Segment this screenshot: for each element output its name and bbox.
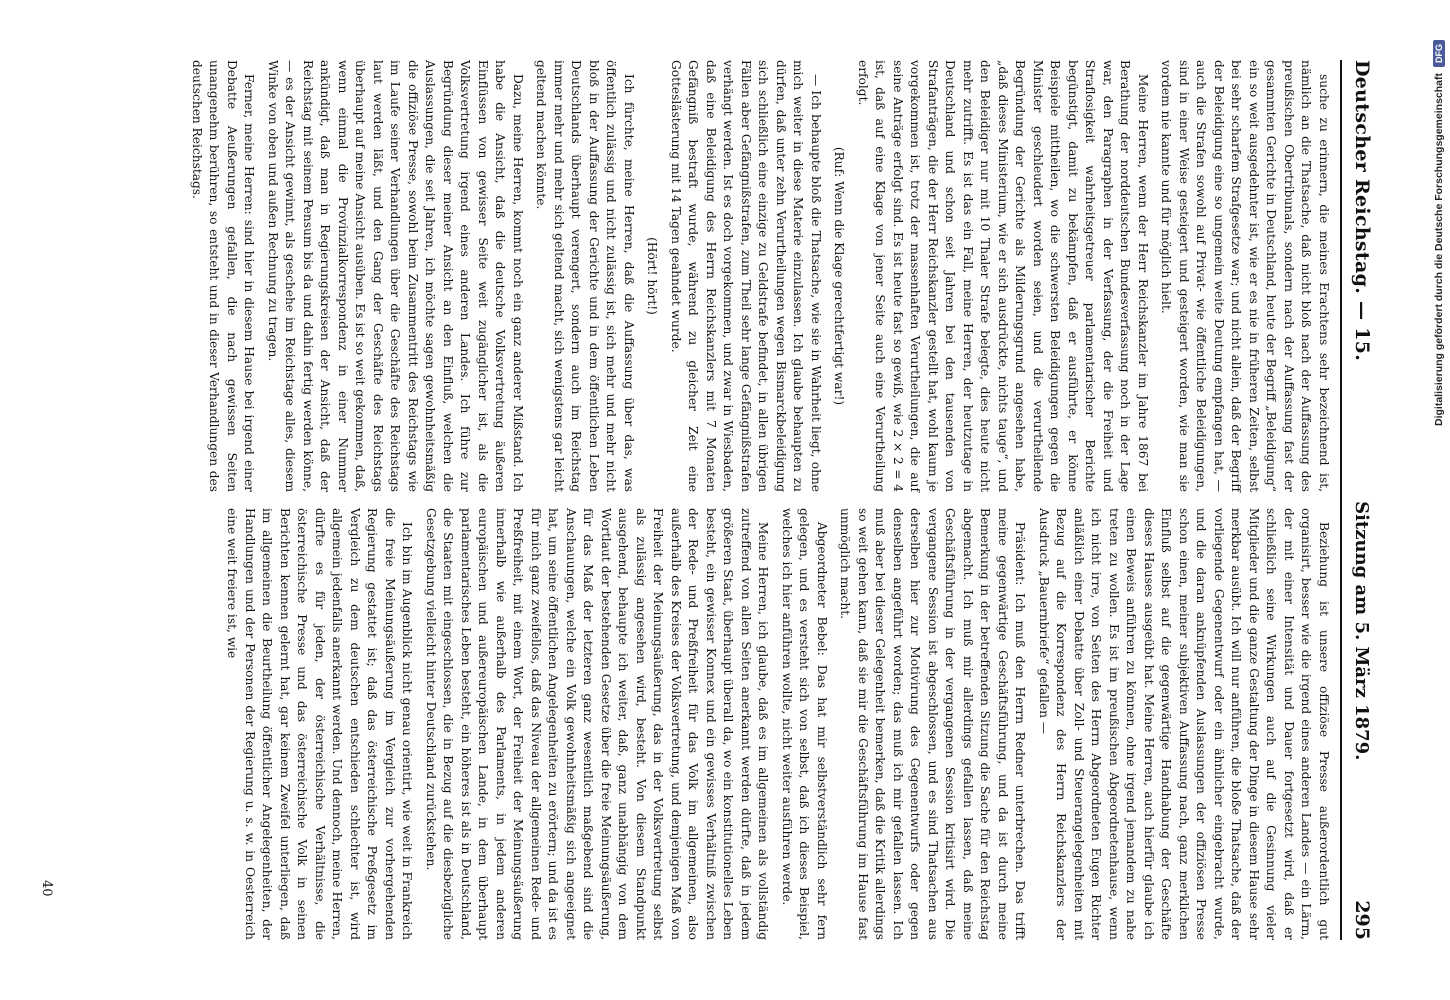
header-publication: Deutscher Reichstag. — 15. [1351,60,1373,362]
paragraph: — Ich behaupte bloß die Thatsache, wie sie in Wahrheit liegt, ohne mich weiter in diese Materie einzulassen. Ich glaube behaupten zu dürfen, daß unter zehn Verurtheilungen wegen Bismarckbeleidigung sich schließlich eine einzige zu Geldstrafe befindet, in allen übrigen Fällen aber Gefängnißstrafen, zum Theil sehr lange Gefängnißstrafen verhängt werden. Ist es doch vorgekommen, und zwar in Wiesbaden, daß eine Beleidigung des Herrn Reichskanzlers mit 7 Monaten Gefängniß bestraft wurde, während zu gleicher Zeit eine Gotteslästerung mit 14 Tagen geahndet wurde. [669,60,823,492]
right-column [72,508,1332,940]
header-page-number: 295 [1351,900,1373,940]
paragraph: Beziehung ist unsere offiziöse Presse außerordentlich gut organisirt, besser wie die irgend eines anderen Landes — ein Lärm, der mit einer Intensität und Dauer fortgesetzt wird, daß er schließlich seine Wirkungen auch auf die Gesinnung vieler Mitglieder und die ganze Gestaltung der Dinge in diesem Hause sehr merkbar ausübt. Ich will nur anführen, die bloße Thatsache, daß der vorliegende Gegenentwurf oder ein ähnlicher eingebracht wurde, und die daran anknüpfenden Auslassungen der offiziösen Presse schon einen, meiner subjektiven Auffassung nach, ganz merklichen Einfluß selbst auf die gegenwärtige Handhabung der Geschäfte dieses Hauses ausgeübt hat. Meine Herren, auch hierfür glaube ich einen Beweis anführen zu können, ohne irgend jemandem zu nahe treten zu wollen. Es ist im preußischen Abgeordnetenhause, wenn ich nicht irre, von Seiten des Herrn Abgeordneten Eugen Richter anläßlich einer Debatte über Zoll- und Steuerangelegenheiten mit Bezug auf die Korrespondenz des Herrn Reichskanzlers der Ausdruck „Bauernbriefe“ gefallen — [1037,508,1331,940]
credit-text: Digitalisierung gefördert durch die Deutsche Forschungsgemeinschaft [1433,73,1445,426]
paragraph: Abgeordneter Bebel: Das hat mir selbstverständlich sehr fern gelegen, und es versteht sich von selbst, daß ich dieses Beispiel, welches ich hier anführen wollte, nicht weiter ausführen werde. [780,508,829,940]
signature-mark: 40 [39,880,54,897]
paragraph: Präsident: Ich muß den Herrn Redner unterbrechen. Das trifft meine gegenwärtige Geschäftsführung, und da ist durch meine Bemerkung in der betreffenden Sitzung die Sache für den Reichstag abgemacht. Ich muß mir allerdings gefallen lassen, daß meine Geschäftsführung in der vergangenen Session kritisirt wird. Die vergangene Session ist abgeschlossen, und es sind Thatsachen aus derselben hier zur Motivirung des Gegenentwurfs oder gegen denselben angeführt worden; das muß ich mir gefallen lassen. Ich muß aber bei dieser Gelegenheit bemerken, daß die Kritik allerdings so weit gehen kann, daß sie mir die Geschäftsführung im Hause fast unmöglich macht. [838,508,1028,940]
paragraph: Ich bin im Augenblick nicht genau orientirt, wie weit in Frankreich die freie Meinungsäußerung im Vergleich zur vorhergehenden Regierung gestattet ist; daß das österreichische Preßgesetz im Vergleich zu dem deutschen entschieden schlechter ist, wird allgemein jedenfalls anerkannt werden. Und dennoch, meine Herren, dürfte es für jeden, der österreichische Verhältnisse, die österreichische Presse und das österreichische Volk in seinen Berichten kennen gelernt hat, gar keinem Zweifel unterliegen, daß im allgemeinen die Beurtheilung öffentlicher Angelegenheiten, der Handlungen und der Personen der Regierung u. s. w. in Oesterreich eine weit freiere ist, wie [225,508,415,940]
interjection: (Ruf: Wenn die Klage gerechtfertigt war!) [832,146,847,406]
paragraph: Dazu, meine Herren, kommt noch ein ganz anderer Mißstand. Ich habe die Ansicht, daß die deutsche Volksvertretung äußeren Einflüssen von gewisser Seite weit zugänglicher ist, als die Volksvertretung irgend eines anderen Landes. Ich führe zur Begründung dieser meiner Ansicht an den Einfluß, welchen die Auslassungen, die seit Jahren, ich möchte sagen gewohnheitsmäßig die offiziöse Presse, sowohl beim Zusammentritt des Reichstags wie im Laufe seiner Verhandlungen über die Geschäfte des Reichstags laut werden läßt, und den Gang der Geschäfte des Reichstags überhaupt auf meine Ansicht ausüben. Es ist so weit gekommen, daß, wenn einmal die Provinzialkorrespondenz in einer Nummer ankündigt, daß man in Regierungskreisen der Ansicht, daß der Reichstag mit seinem Pensum bis da und dahin fertig werden könne, — es der Ansicht gewinnt, als geschehe im Reichstage alles, diesem Winke von oben und außen Rechnung zu tragen. [266,60,525,492]
page-header [1340,60,1382,940]
paragraph: Meine Herren, ich glaube, daß es im allgemeinen als vollständig zutreffend von allen Seiten anerkannt werden dürfte, daß in jedem größeren Staat, überhaupt überall da, wo ein konstitutionelles Leben besteht, ein gewisser Konnex und ein gewisses Verhältniß zwischen der Rede- und Preßfreiheit für das Volk im allgemeinen, also außerhalb des Kreises der Volksvertretung, und demjenigen Maß von Freiheit der Meinungsäußerung, das in der Volksvertretung selbst als zulässig angesehen wird, besteht. Von diesem Standpunkt ausgehend, behaupte ich weiter, daß, ganz unabhängig von dem Wortlaut der bestehenden Gesetze über die freie Meinungsäußerung, für das Maß der letzteren ganz wesentlich maßgebend sind die Anschauungen, welche ein Volk gewohnheitsmäßig sich angeeignet hat, um seine öffentlichen Angelegenheiten zu erörtern; und da ist es für mich ganz zweifellos, daß das Niveau der allgemeinen Rede- und Preßfreiheit, mit einem Wort, der Freiheit der Meinungsäußerung innerhalb wie außerhalb des Parlaments, in jedem anderen europäischen und außereuropäischen Lande, in dem überhaupt parlamentarisches Leben besteht, ein höheres ist als in Deutschland, die Staaten mit eingeschlossen, die in Bezug auf die diesbezügliche Gesetzgebung vielleicht hinter Deutschland zurückstehen. [424,508,771,940]
paragraph: Meine Herren, wenn der Herr Reichskanzler im Jahre 1867 bei Berathung der norddeutschen Bundesverfassung noch in der Lage war, den Paragraphen in der Verfassung, der die Freiheit und Straflosigkeit wahrheitsgetreuer parlamentarischer Berichte begünstigt, damit zu bekämpfen, daß er ausführte, er könne Beispiele mittheilen, wo die schwersten Beleidigungen gegen die Minister geschleudert worden seien, und die verurtheilende Begründung der Gerichte als Milderungsgrund angesehen habe, „daß dieses Ministerium, wie er sich ausdrückte, nichts tauge“, und den Beleidiger nur mit 10 Thaler Strafe belegte, dies heute nicht mehr zutrifft. Es ist das ein Fall, meine Herren, der heutzutage in Deutschland und schon seit Jahren bei den tausenden von Strafanträgen, die der Herr Reichskanzler gestellt hat, wohl kaum je vorgekommen ist, trotz der massenhaften Verurtheilungen, die auf seine Anträge erfolgt sind. Es ist heute fast so gewiß, wie 2 × 2 = 4 ist, daß auf eine Klage von jener Seite auch eine Verurtheilung erfolgt. [856,60,1150,492]
left-column [72,60,1332,492]
paragraph: Ferner, meine Herren: sind hier in diesem Hause bei irgend einer Debatte Aeußerungen gefallen, die nach gewissen Seiten unangenehm berühren, so entsteht und in dieser Verhandlungen des deutschen Reichstags. [190,60,257,492]
paragraph: suche zu erinnern, die meines Erachtens sehr bezeichnend ist, nämlich an die Thatsache, daß nicht bloß nach der Auffassung des preußischen Obertribunals, sondern nach der Auffassung fast der gesammten Gerichte in Deutschland, heute der Begriff „Beleidigung“ ein so weit ausgedehnter ist, wie er es nie in früheren Zeiten, selbst bei sehr scharfem Strafgesetze war; und nicht allein, daß der Begriff der Beleidigung eine so ungemein weite Deutung empfangen hat, — auch die Strafen sowohl auf Privat- wie öffentliche Beleidigungen, sind in einer Weise gesteigert und gesteigert worden, wie man sie vordem nie kannte und für möglich hielt. [1159,60,1331,492]
paragraph: Ich fürchte, meine Herren, daß die Auffassung über das, was öffentlich zulässig und nicht zulässig ist, sich mehr und mehr nicht bloß in der Auffassung der Gerichte und in dem öffentlichen Leben Deutschlands überhaupt verengert, sondern auch im Reichstag immer mehr und mehr sich geltend macht, sich wenigstens gar leicht geltend machen könnte. [534,60,636,492]
dfg-logo: DFG [1433,40,1445,67]
interjection: (Hört! hört!) [645,237,660,315]
header-session-date: Sitzung am 5. März 1879. [1351,501,1373,761]
digitization-credit [1406,40,1445,960]
